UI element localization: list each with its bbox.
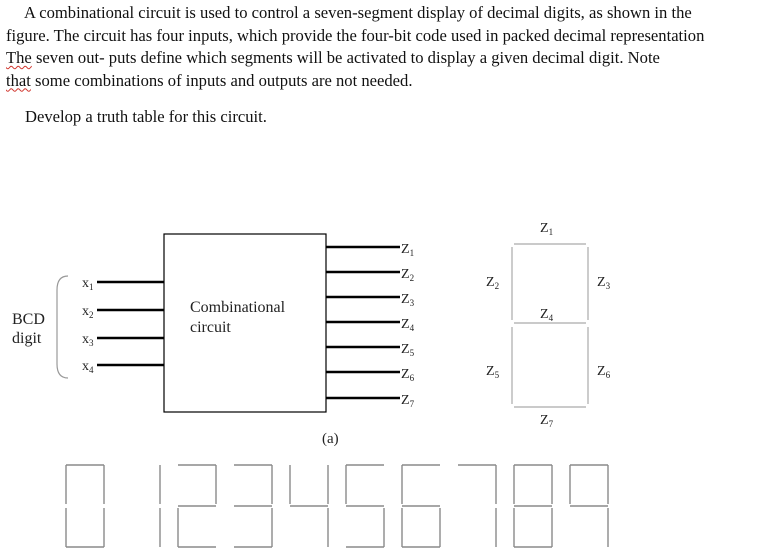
output-z3-label: $Z_3$ [401, 292, 415, 308]
input-x1-label: $x_1$ [82, 276, 94, 292]
input-x3-label: $x_3$ [82, 332, 94, 348]
digit-row [66, 465, 608, 547]
segment-z3-label: $Z_3$ [597, 275, 611, 291]
digit-7 [458, 465, 496, 547]
digit-3 [234, 465, 272, 547]
problem-line-3-text: seven out- puts define which segments will be activated to display a given decimal digit. Note [35, 48, 660, 67]
digit-5 [346, 465, 384, 547]
digit-0 [66, 465, 104, 547]
spellcheck-word-that: that [6, 70, 31, 90]
segment-z1-label: $Z_1$ [540, 221, 554, 237]
segment-z4-label: $Z_4$ [540, 307, 554, 323]
input-x2-label: $x_2$ [82, 304, 94, 320]
digit-4 [290, 465, 328, 547]
digit-2 [178, 465, 216, 547]
output-z5-label: $Z_5$ [401, 342, 415, 358]
digit-6 [402, 465, 440, 547]
digit-8 [514, 465, 552, 547]
segment-z5-label: $Z_5$ [486, 364, 500, 380]
segment-z7-label: $Z_7$ [540, 413, 554, 429]
output-z2-label: $Z_2$ [401, 267, 415, 283]
output-z4-label: $Z_4$ [401, 317, 415, 333]
bcd-label-line-2: digit [12, 330, 42, 347]
block-label-line-1: Combinational [190, 299, 286, 316]
problem-line-4-text: some combinations of inputs and outputs are not needed. [35, 70, 413, 90]
segment-reference-display [486, 221, 611, 429]
bcd-label-line-1: BCD [12, 311, 45, 328]
input-x4-label: $x_4$ [82, 359, 94, 375]
output-z6-label: $Z_6$ [401, 367, 415, 383]
segment-z6-label: $Z_6$ [597, 364, 611, 380]
task-instruction: Develop a truth table for this circuit. [25, 107, 267, 126]
segment-z2-label: $Z_2$ [486, 275, 500, 291]
output-z7-label: $Z_7$ [401, 393, 415, 409]
figure-caption: (a) [322, 431, 339, 447]
combinational-circuit-block [164, 234, 326, 412]
output-z1-label: $Z_1$ [401, 242, 415, 258]
problem-line-1: A combinational circuit is used to control a seven-segment display of decimal digits, as shown in the [24, 3, 692, 22]
digit-9 [570, 465, 608, 547]
bcd-brace [57, 276, 68, 378]
problem-line-2: figure. The circuit has four inputs, which provide the four-bit code used in packed decimal representation [6, 25, 705, 45]
block-label-line-2: circuit [190, 319, 231, 336]
spellcheck-word-the: The [6, 48, 32, 67]
